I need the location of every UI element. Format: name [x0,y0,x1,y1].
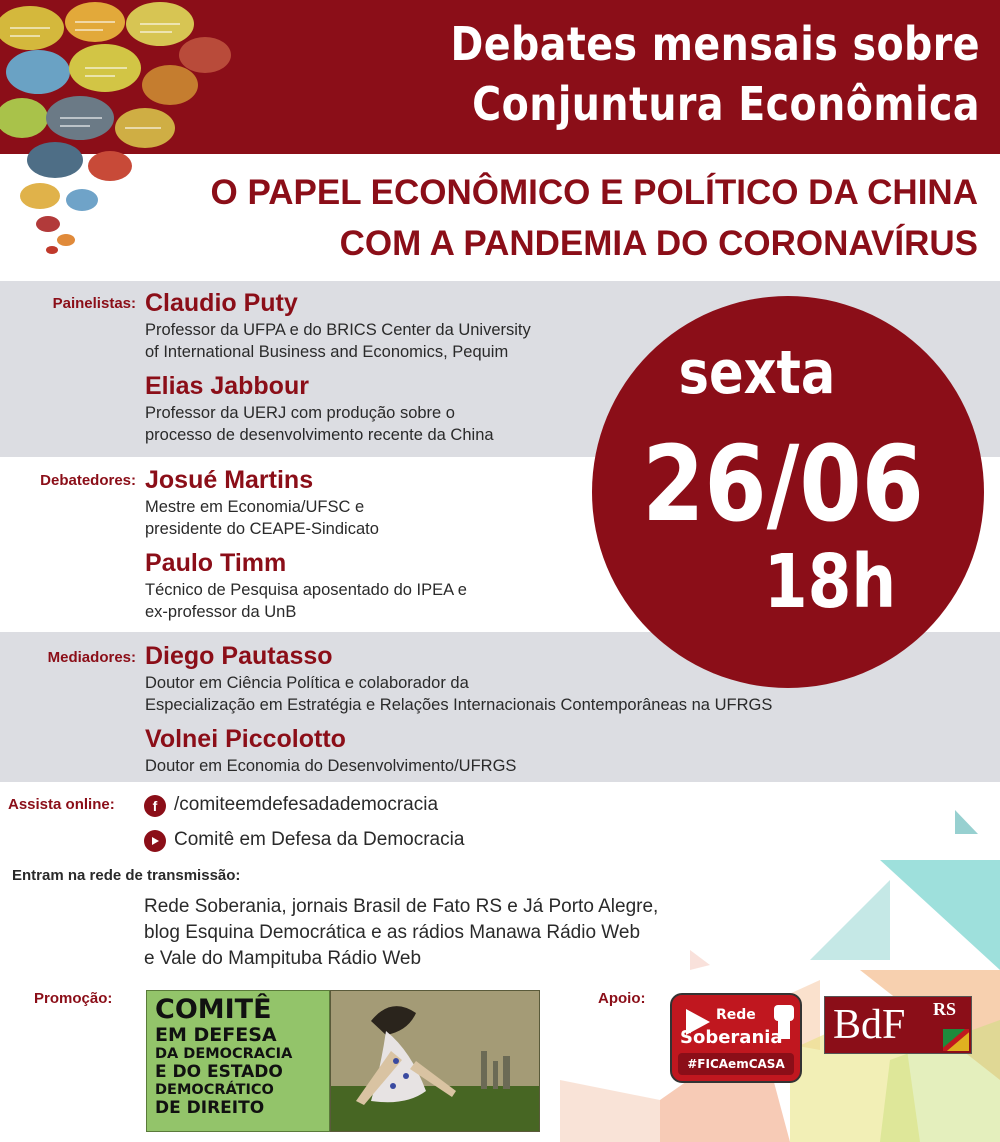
event-weekday: sexta [678,338,836,408]
facebook-link[interactable]: /comiteemdefesadademocracia [174,794,439,815]
comite-logo-text: DA DEMOCRACIA [155,1046,293,1062]
broadcast-label: Entram na rede de transmissão: [12,867,241,884]
promotion-label: Promoção: [34,990,113,1007]
event-title-line2: Conjuntura Econômica [472,77,980,131]
person-desc: processo de desenvolvimento recente da China [145,426,494,444]
topic-line2: COM A PANDEMIA DO CORONAVÍRUS [339,224,978,263]
person-desc: Mestre em Economia/UFSC e [145,498,365,516]
person-name: Diego Pautasso [145,642,333,670]
bdf-rs-logo [824,996,972,1054]
event-date: 26/06 [642,423,924,545]
person-desc: Doutor em Economia do Desenvolvimento/UFRGS [145,757,517,775]
comite-logo-text: EM DEFESA [155,1024,277,1046]
broadcast-line: Rede Soberania, jornais Brasil de Fato RS e Já Porto Alegre, [144,896,659,917]
comite-logo-text: DEMOCRÁTICO [155,1082,274,1098]
rs-flag-icon [943,1029,969,1051]
role-label-panelists: Painelistas: [52,295,136,312]
decorative-triangles [560,800,1000,1142]
person-desc: Doutor em Ciência Política e colaborador da [145,674,469,692]
person-desc: ex-professor da UnB [145,603,297,621]
person-desc: Professor da UFPA e do BRICS Center da University [145,321,531,339]
watch-online-label: Assista online: [8,796,115,813]
bdf-logo-text: BdF [833,1002,906,1048]
broadcast-line: blog Esquina Democrática e as rádios Manawa Rádio Web [144,922,641,943]
person-desc: presidente do CEAPE-Sindicato [145,520,379,538]
person-name: Claudio Puty [145,289,298,317]
comite-logo-text: COMITÊ [155,994,272,1025]
role-label-mediators: Mediadores: [47,649,136,666]
rede-logo-text: Rede [716,1007,756,1023]
facebook-icon[interactable]: f [144,795,166,817]
rede-soberania-logo [670,993,802,1083]
topic-line1: O PAPEL ECONÔMICO E POLÍTICO DA CHINA [210,173,978,212]
woman-running-painting [330,990,540,1132]
comite-logo [146,990,330,1132]
person-name: Paulo Timm [145,549,287,577]
person-name: Josué Martins [145,466,314,494]
role-label-debaters: Debatedores: [40,472,136,489]
person-desc: Técnico de Pesquisa aposentado do IPEA e [145,581,467,599]
rede-hashtag: #FICAemCASA [678,1053,794,1075]
person-desc: of International Business and Economics, Pequim [145,343,509,361]
comite-logo-text: DE DIREITO [155,1098,265,1118]
person-name: Volnei Piccolotto [145,725,346,753]
event-time: 18h [763,539,897,625]
person-name: Elias Jabbour [145,372,309,400]
rede-logo-text: Soberania [680,1027,783,1048]
broadcast-line: e Vale do Mampituba Rádio Web [144,948,422,969]
youtube-icon[interactable] [144,830,166,852]
comite-logo-text: E DO ESTADO [155,1062,283,1082]
person-desc: Professor da UERJ com produção sobre o [145,404,455,422]
event-title-line1: Debates mensais sobre [450,17,980,71]
bdf-logo-sup: RS [933,999,957,1019]
support-label: Apoio: [598,990,646,1007]
person-desc: Especialização em Estratégia e Relações Internacionais Contemporâneas na UFRGS [145,696,773,714]
youtube-link[interactable]: Comitê em Defesa da Democracia [174,829,465,850]
